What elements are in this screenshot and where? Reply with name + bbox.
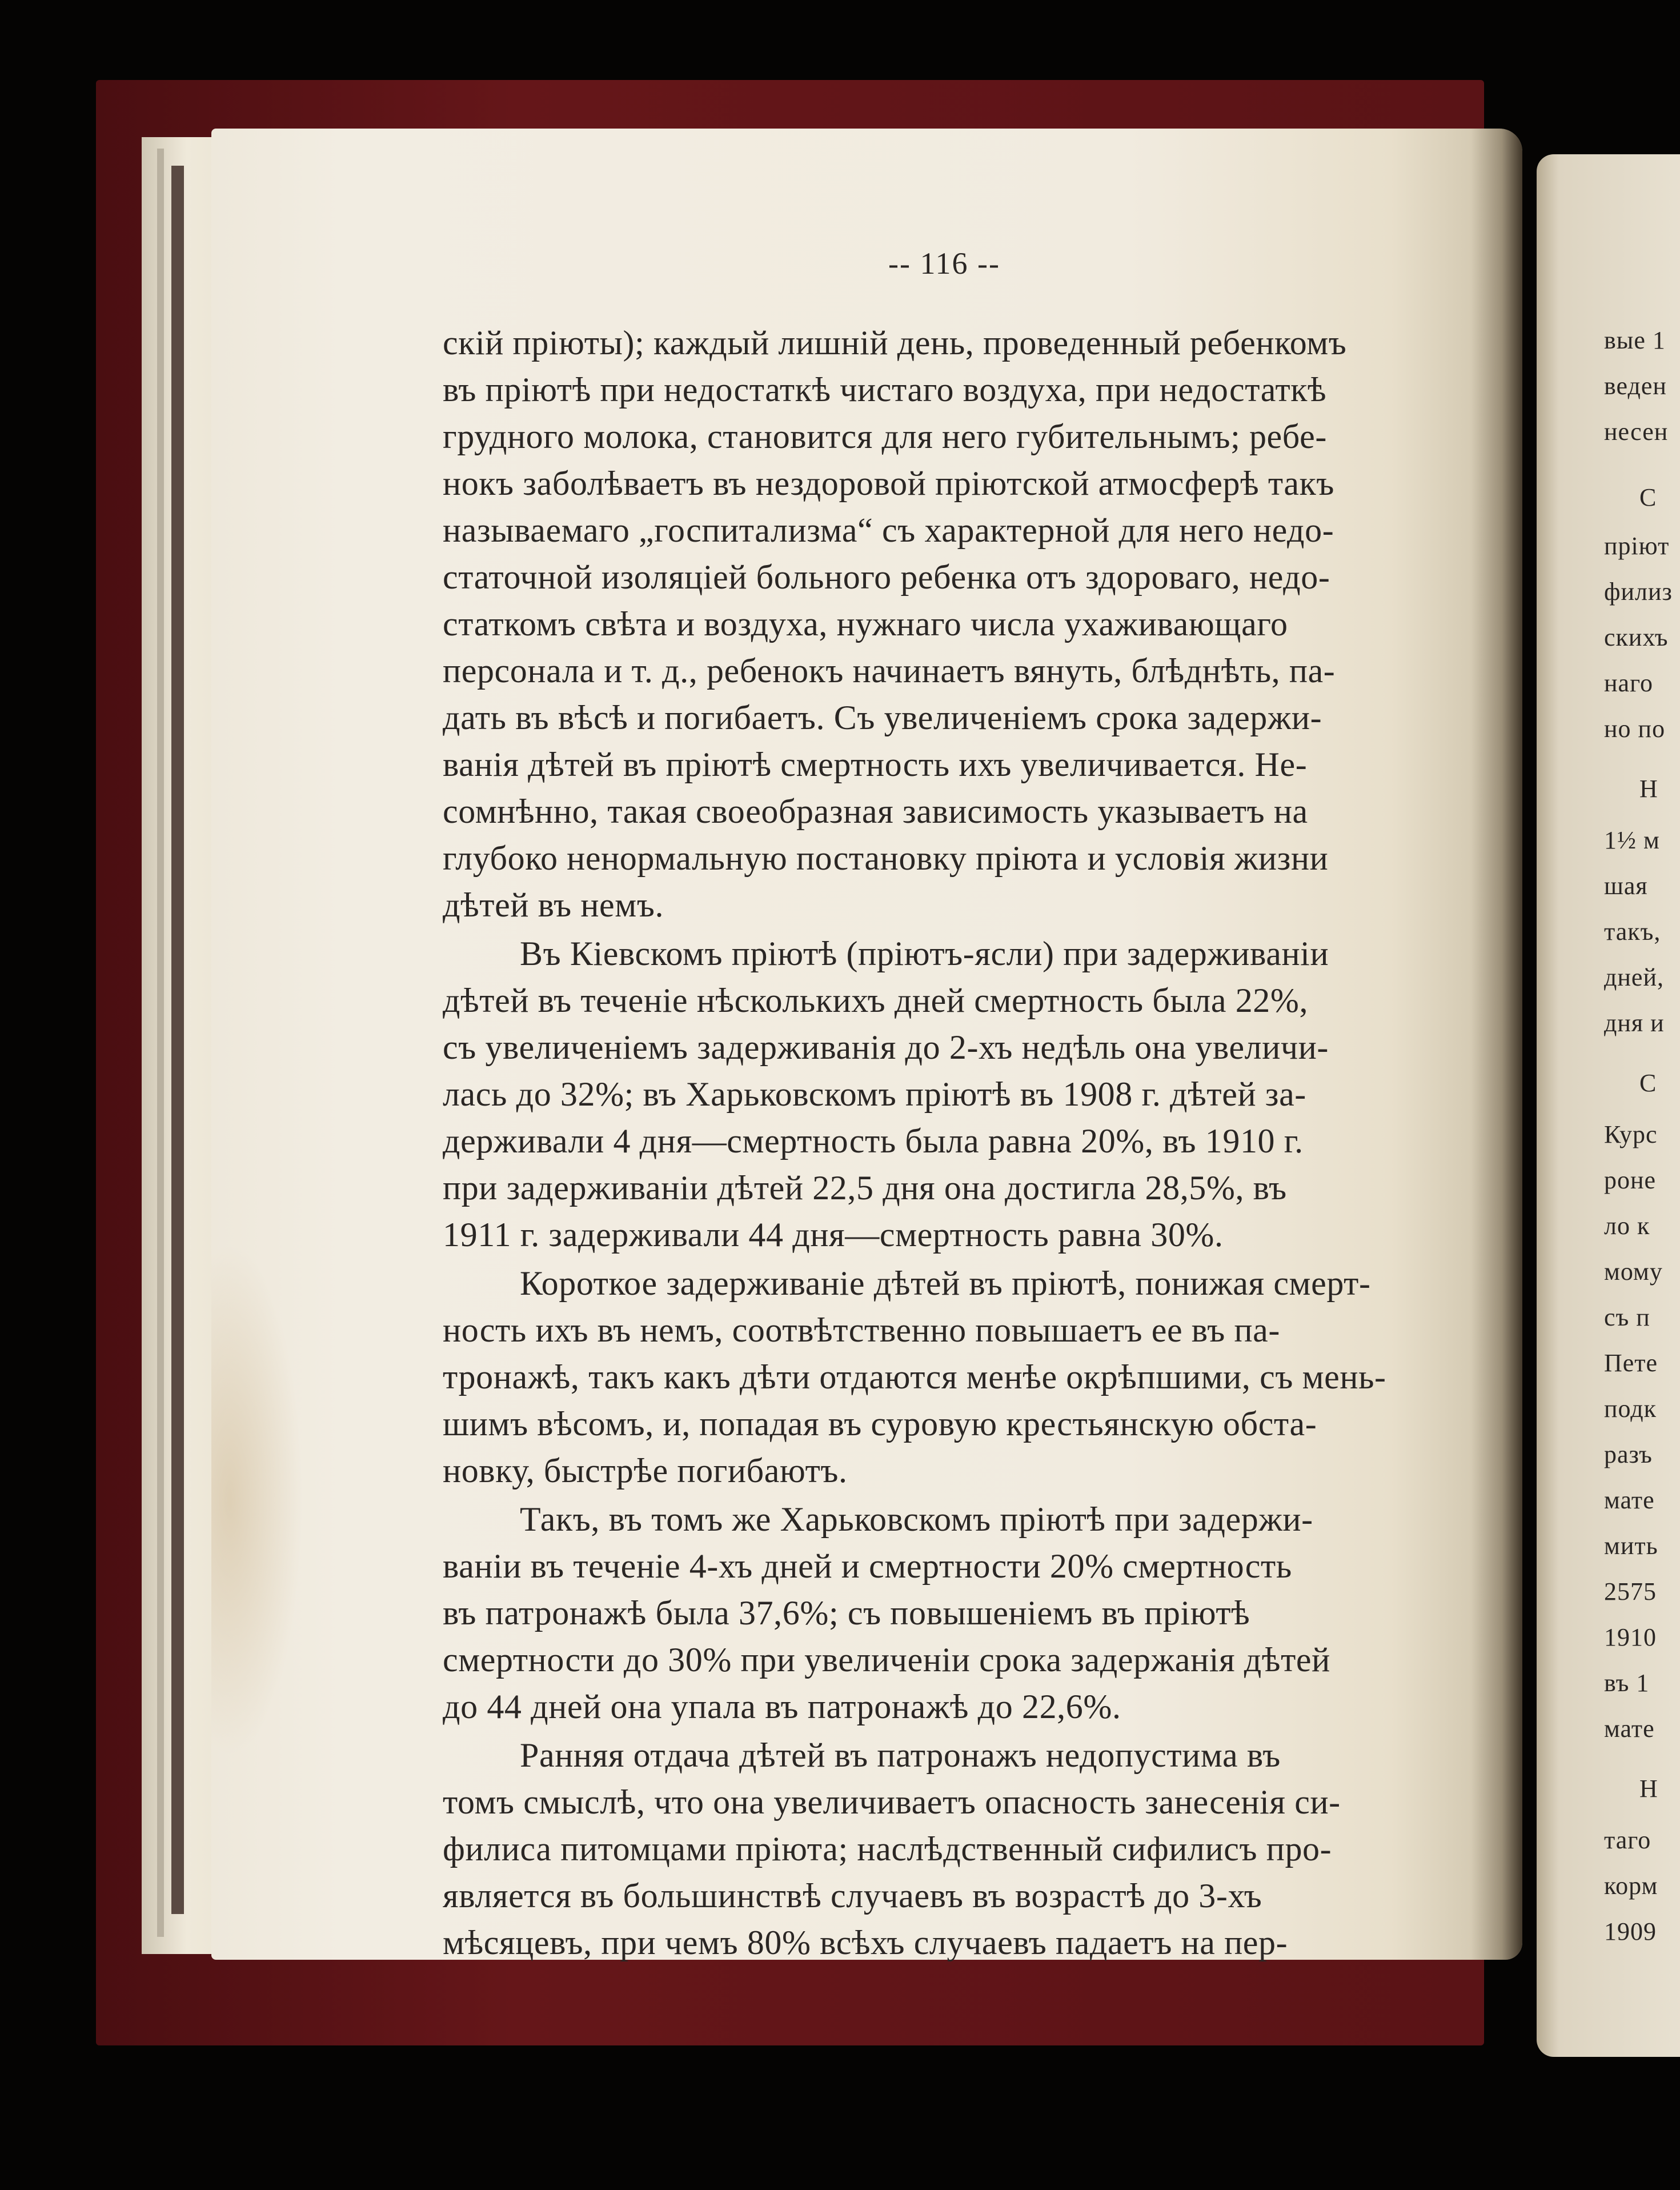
text-line: сомнѣнно, такая своеобразная зависимость указываетъ на <box>443 792 1308 830</box>
facing-page-line: вые 1 <box>1604 326 1666 354</box>
page-edge-strip <box>157 149 164 1937</box>
text-line: называемаго „госпитализма“ съ характерной для него недо- <box>443 511 1334 549</box>
text-line: новку, быстрѣе погибаютъ. <box>443 1452 848 1490</box>
facing-page-line: Н <box>1639 1775 1658 1803</box>
facing-page-line: 2575 <box>1604 1578 1657 1606</box>
text-line: томъ смыслѣ, что она увеличиваетъ опасность занесенія си- <box>443 1783 1341 1821</box>
text-line: ваніи въ теченіе 4-хъ дней и смертности 20% смертность <box>443 1547 1292 1585</box>
facing-page-line: филиз <box>1604 578 1673 606</box>
facing-page-line: дней, <box>1604 963 1665 991</box>
text-line: скій пріюты); каждый лишній день, проведенный ребенкомъ <box>443 324 1347 362</box>
text-line: грудного молока, становится для него губительнымъ; ребе- <box>443 418 1327 455</box>
text-line: Ранняя отдача дѣтей въ патронажъ недопустима въ <box>520 1736 1281 1774</box>
facing-page-line: такъ, <box>1604 918 1661 946</box>
text-line: Такъ, въ томъ же Харьковскомъ пріютѣ при задержи- <box>520 1500 1313 1538</box>
text-line: ность ихъ въ немъ, соотвѣтственно повышаетъ ее въ па- <box>443 1311 1280 1349</box>
facing-page-line: таго <box>1604 1826 1651 1854</box>
facing-page-line: С <box>1639 483 1657 511</box>
text-line: съ увеличеніемъ задерживанія до 2-хъ недѣль она увеличи- <box>443 1028 1329 1066</box>
water-stain <box>211 1243 303 1757</box>
facing-page-line: веден <box>1604 372 1667 400</box>
facing-page-line: ло к <box>1604 1212 1650 1240</box>
text-line: держивали 4 дня—смертность была равна 20%, въ 1910 г. <box>443 1122 1304 1160</box>
facing-page-line: мому <box>1604 1258 1663 1286</box>
facing-page-line: корм <box>1604 1872 1658 1900</box>
facing-page-line: 1909 <box>1604 1917 1657 1945</box>
text-line: персонала и т. д., ребенокъ начинаетъ вянуть, блѣднѣть, па- <box>443 652 1336 690</box>
text-line: 1911 г. задерживали 44 дня—смертность равна 30%. <box>443 1216 1224 1254</box>
facing-page-line: Н <box>1639 775 1658 803</box>
text-line: мѣсяцевъ, при чемъ 80% всѣхъ случаевъ падаетъ на пер- <box>443 1924 1288 1961</box>
text-line: статкомъ свѣта и воздуха, нужнаго числа ухаживающаго <box>443 605 1288 643</box>
facing-page-line: мате <box>1604 1486 1655 1514</box>
page-edge-band <box>171 166 184 1914</box>
facing-page-line: мате <box>1604 1715 1655 1743</box>
facing-page-line: но по <box>1604 715 1666 743</box>
text-line: Въ Кіевскомъ пріютѣ (пріютъ-ясли) при задерживаніи <box>520 935 1329 972</box>
text-line: нокъ заболѣваетъ въ нездоровой пріютской атмосферѣ такъ <box>443 465 1335 502</box>
facing-page-line: дня и <box>1604 1009 1665 1037</box>
facing-page-line: наго <box>1604 669 1654 697</box>
facing-page-line: Пете <box>1604 1349 1658 1377</box>
text-line: является въ большинствѣ случаевъ въ возрастѣ до 3-хъ <box>443 1877 1262 1915</box>
facing-page-line: въ 1 <box>1604 1669 1650 1697</box>
text-line: въ патронажѣ была 37,6%; съ повышеніемъ въ пріютѣ <box>443 1594 1250 1632</box>
text-line: шимъ вѣсомъ, и, попадая въ суровую крестьянскую обста- <box>443 1405 1317 1443</box>
facing-page-line: несен <box>1604 418 1669 446</box>
facing-page-line: 1½ м <box>1604 826 1660 854</box>
facing-page-line: разъ <box>1604 1440 1653 1468</box>
facing-page-line: 1910 <box>1604 1623 1657 1651</box>
text-line: лась до 32%; въ Харьковскомъ пріютѣ въ 1908 г. дѣтей за- <box>443 1075 1306 1113</box>
facing-page-line: съ п <box>1604 1303 1650 1331</box>
page-number: -- 116 -- <box>888 246 1000 281</box>
facing-page-line: подк <box>1604 1395 1657 1423</box>
facing-page-line: мить <box>1604 1532 1658 1560</box>
text-line: до 44 дней она упала въ патронажѣ до 22,6%. <box>443 1688 1121 1725</box>
text-line: филиса питомцами пріюта; наслѣдственный сифилисъ про- <box>443 1830 1332 1868</box>
facing-page-line: Курс <box>1604 1120 1658 1148</box>
facing-page-line: пріют <box>1604 532 1670 560</box>
text-line: при задерживаніи дѣтей 22,5 дня она достигла 28,5%, въ <box>443 1169 1287 1207</box>
text-line: въ пріютѣ при недостаткѣ чистаго воздуха, при недостаткѣ <box>443 371 1327 409</box>
facing-page <box>1537 154 1680 2057</box>
facing-page-line: роне <box>1604 1166 1657 1194</box>
facing-page-line: С <box>1639 1069 1657 1097</box>
text-line: дѣтей въ теченіе нѣсколькихъ дней смертность была 22%, <box>443 982 1309 1019</box>
text-line: дѣтей въ немъ. <box>443 886 664 924</box>
text-line: Короткое задерживаніе дѣтей въ пріютѣ, понижая смерт- <box>520 1264 1371 1302</box>
text-line: смертности до 30% при увеличеніи срока задержанія дѣтей <box>443 1641 1330 1679</box>
facing-page-line: скихъ <box>1604 623 1669 651</box>
text-line: статочной изоляціей больного ребенка отъ здороваго, недо- <box>443 558 1330 596</box>
text-line: тронажѣ, такъ какъ дѣти отдаются менѣе окрѣпшими, съ мень- <box>443 1358 1386 1396</box>
text-line: ванія дѣтей въ пріютѣ смертность ихъ увеличивается. Не- <box>443 746 1308 783</box>
text-line: дать въ вѣсѣ и погибаетъ. Съ увеличеніемъ срока задержи- <box>443 699 1322 736</box>
facing-page-line: шая <box>1604 872 1648 900</box>
text-line: глубоко ненормальную постановку пріюта и условія жизни <box>443 839 1329 877</box>
